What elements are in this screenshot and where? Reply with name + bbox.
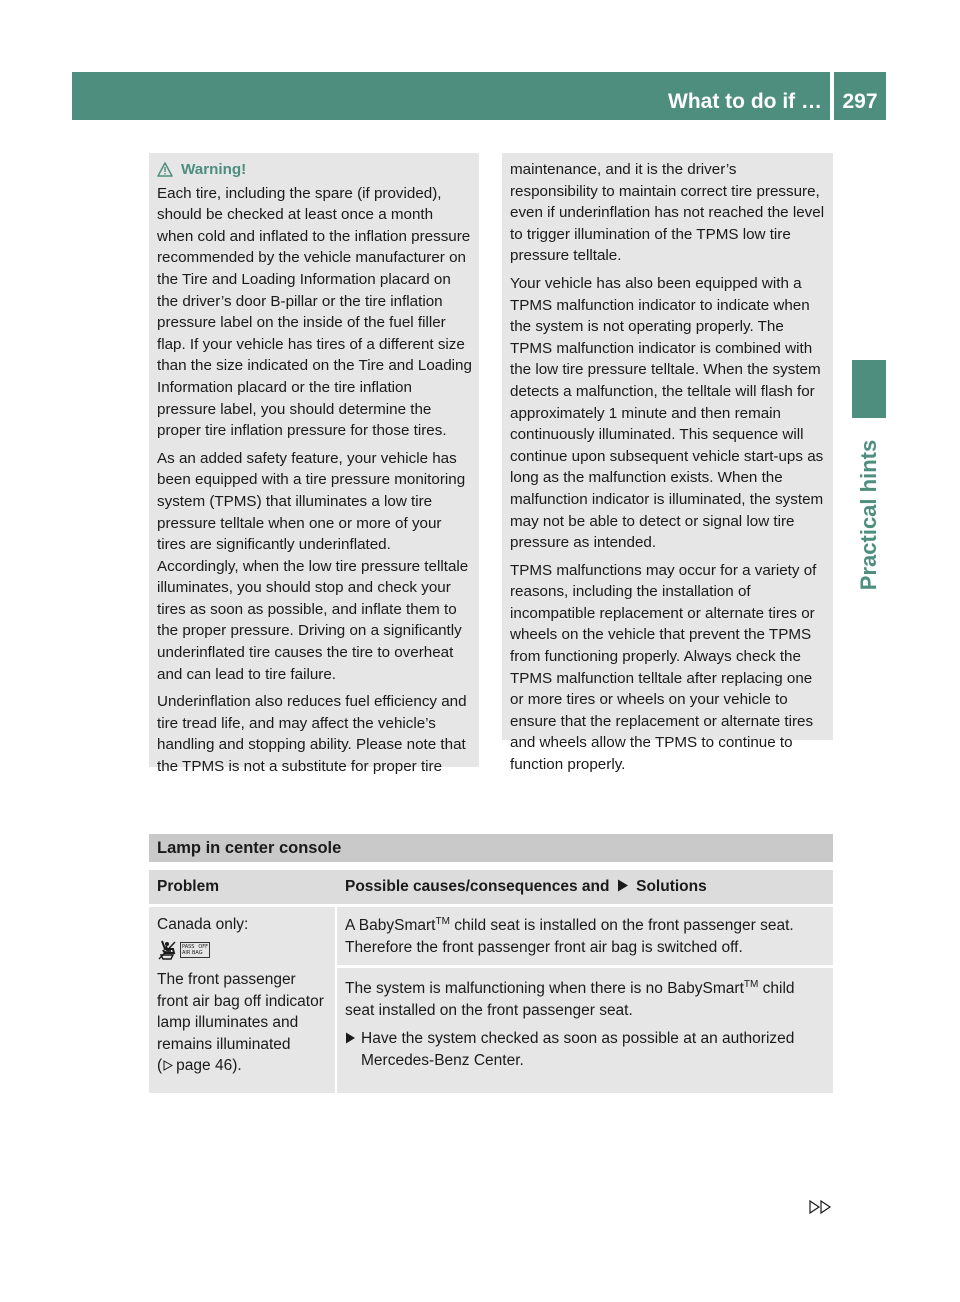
column-header-solutions	[337, 870, 833, 904]
warning-triangle-icon	[157, 162, 173, 177]
action-arrow-icon	[617, 879, 629, 892]
region-note: Canada only:	[157, 916, 249, 933]
warning-paragraph-2: As an added safety feature, your vehicle has been equipped with a tire pressure monitoring system (TPMS) that illuminates a low tire pressure telltale when one or more of your tires are significantly underinflated. Accordingly, when the low tire pressure telltale illuminates, you should stop and check your tires as soon as possible, and inflate them to the proper pressure. Driving on a significantly underinflated tire causes the tire to overheat and can lead to tire failure.	[157, 449, 469, 683]
problem-table	[149, 870, 833, 1093]
action-item	[345, 1028, 827, 1071]
side-tab-marker	[852, 360, 886, 418]
action-text: Have the system checked as soon as possible at an authorized Mercedes-Benz Center.	[361, 1030, 795, 1069]
warning-continued-paragraph-1: maintenance, and it is the driver’s responsibility to maintain correct tire pressure, even if underinflation has not reached the level to trigger illumination of the TPMS low tire pressure telltale.	[510, 161, 825, 265]
warning-continued-paragraph-2: Your vehicle has also been equipped with a TPMS malfunction indicator to indicate when the system is not operating properly. The TPMS malfunction indicator is combined with the low tire pressure telltale. When the system detects a malfunction, the telltale will flash for approximately 1 minute and then remain continuously illuminated. This sequence will continue upon subsequent vehicle start-ups as long as the malfunction exists. When the malfunction indicator is illuminated, the system may not be able to detect or signal low tire pressure as intended.	[510, 274, 824, 552]
solutions-header-prefix: Possible causes/consequences and	[345, 878, 610, 895]
warning-continued-paragraph-3: TPMS malfunctions may occur for a variety of reasons, including the installation of incompatible replacement or alternate tires or wheels on the vehicle that prevent the TPMS from functioning properly. Always check the TPMS malfunction telltale after replacing one or more tires or wheels on your vehicle to ensure that the replacement or alternate tires and wheels allow the TPMS to continue to function properly.	[510, 561, 817, 774]
chapter-label: Practical hints	[856, 439, 882, 591]
page-title: What to do if …	[668, 90, 822, 113]
warning-title-text: Warning!	[181, 161, 247, 178]
table-header	[149, 870, 833, 904]
problem-cell	[149, 907, 335, 1093]
solution-2: The system is malfunctioning when there is no BabySmart™ child seat installed on the front passenger seat. Have the system checked as soon as possible at an authorized Mercedes-Benz Center.	[337, 968, 833, 1093]
solutions-header-suffix: Solutions	[636, 878, 707, 895]
warning-panel-right	[502, 153, 833, 774]
passenger-airbag-off-icon: PASS AIR BAG OFF	[182, 944, 208, 957]
action-arrow-icon	[345, 1032, 356, 1044]
warning-paragraph-1: Each tire, including the spare (if provided), should be checked at least once a month when cold and inflated to the inflation pressure recommended by the vehicle manufacturer on the Tire and Loading Information placard on the driver’s door B-pillar or the tire inflation pressure label on the inside of the fuel filler flap. If your vehicle has tires of a different size than the size indicated on the Tire and Loading Information placard or the tire inflation pressure label, you should determine the proper tire inflation pressure for those tires.	[157, 184, 472, 440]
warning-panel-left	[149, 153, 479, 776]
section-heading: Lamp in center console	[149, 834, 833, 862]
page-number: 297	[842, 90, 878, 113]
table-row	[149, 907, 833, 1093]
side-tab-label	[852, 430, 886, 600]
solution-1: A BabySmart™ child seat is installed on the front passenger seat. Therefore the front passenger front air bag is switched off.	[337, 907, 833, 965]
indicator-lamp-icons	[157, 937, 327, 963]
column-header-problem: Problem	[157, 878, 220, 895]
problem-description: The front passenger front air bag off indicator lamp illuminates and remains illuminated ( page 46).	[157, 971, 324, 1075]
warning-title	[157, 159, 473, 181]
page-reference-triangle-icon	[163, 1060, 173, 1071]
warning-paragraph-3: Underinflation also reduces fuel efficiency and tire tread life, and may affect the vehicle’s handling and stopping ability. Please note that the TPMS is not a substitute for proper tire	[157, 693, 467, 776]
child-seat-icon	[157, 939, 177, 961]
continue-arrows-icon	[808, 1198, 834, 1216]
page-reference-link[interactable]: page 46).	[176, 1057, 242, 1075]
solutions-cell	[337, 907, 833, 1093]
